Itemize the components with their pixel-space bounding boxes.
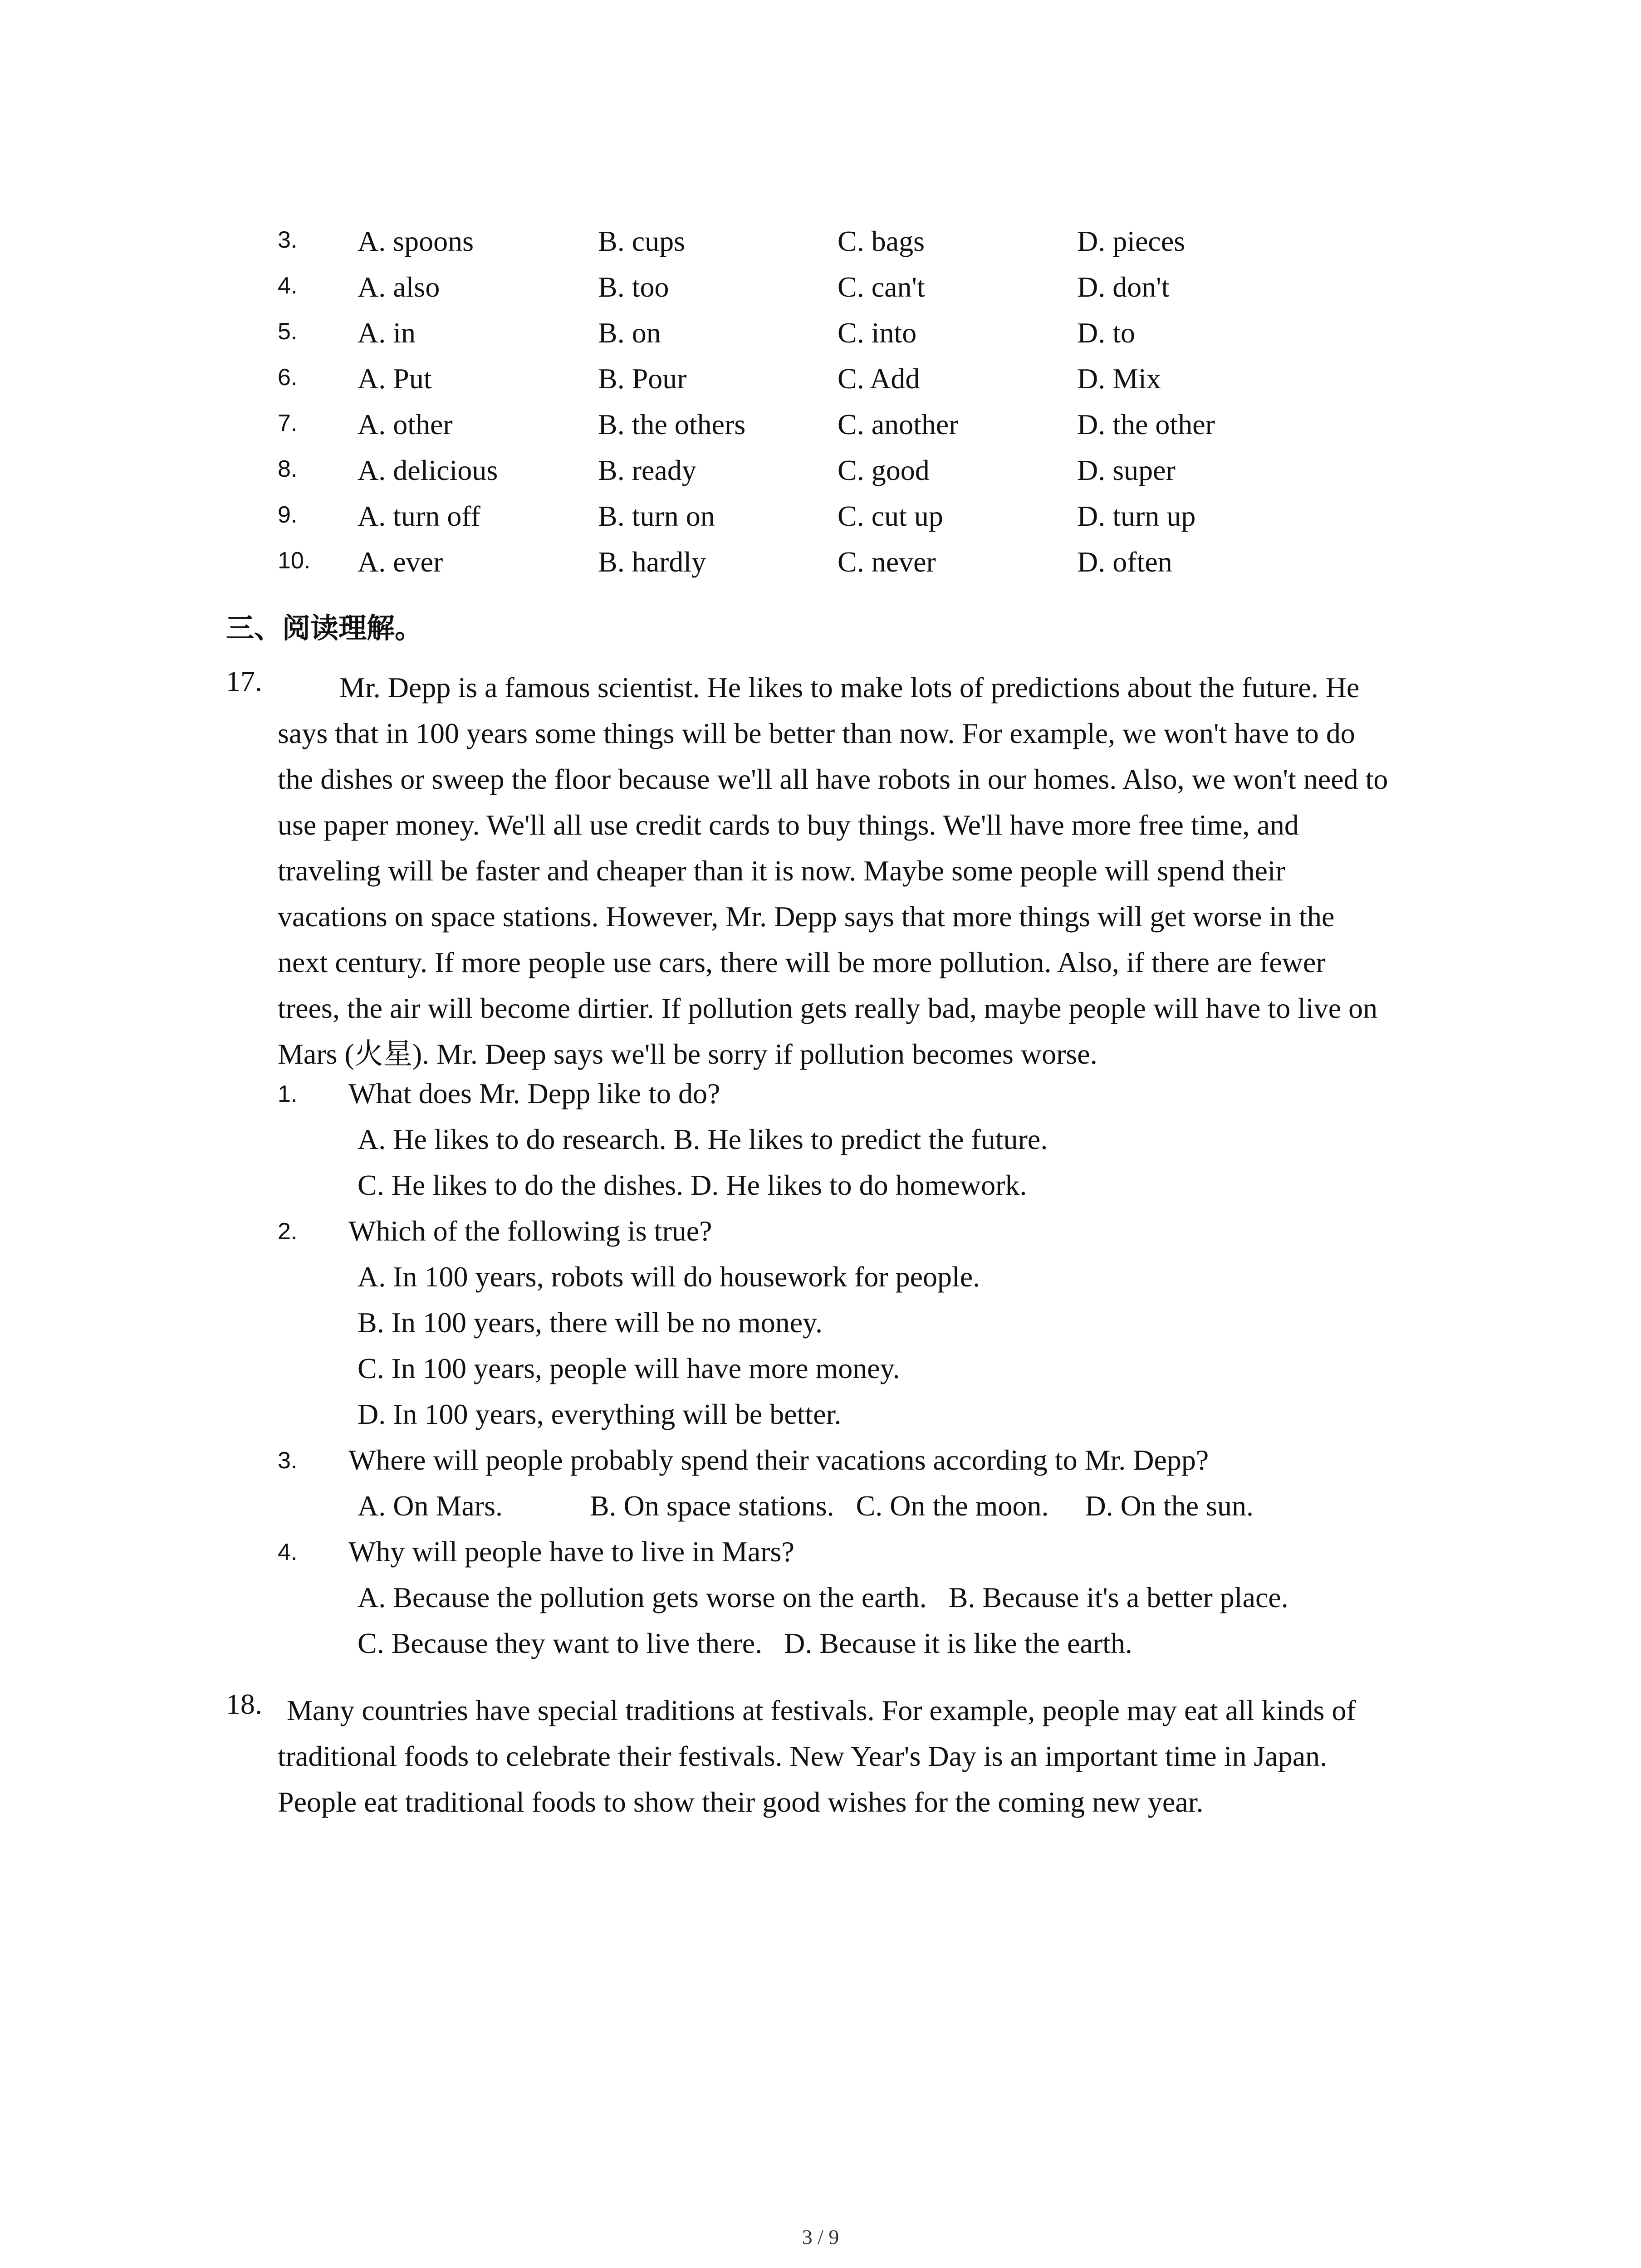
section-title: 三、阅读理解。 bbox=[226, 611, 423, 645]
passage-line: People eat traditional foods to show their good wishes for the coming new year. bbox=[278, 1786, 1204, 1818]
option-d: D. don't bbox=[1077, 271, 1170, 303]
option-c: C. cut up bbox=[838, 500, 943, 532]
option-row bbox=[0, 316, 1641, 362]
option-row bbox=[0, 454, 1641, 499]
sub-question-number: 4. bbox=[278, 1539, 298, 1565]
option-d: D. pieces bbox=[1077, 225, 1185, 257]
option-a: A. other bbox=[358, 408, 453, 440]
option-c: C. good bbox=[838, 454, 930, 486]
option-row bbox=[0, 362, 1641, 407]
passage-line: says that in 100 years some things will be better than now. For example, we won't have to do bbox=[278, 717, 1355, 749]
passage-line: Mr. Depp is a famous scientist. He likes to make lots of predictions about the future. He bbox=[339, 671, 1360, 704]
option-a: A. Put bbox=[358, 362, 432, 395]
answer-line: B. In 100 years, there will be no money. bbox=[358, 1306, 823, 1339]
question-number: 10. bbox=[278, 547, 311, 574]
answer-line: A. In 100 years, robots will do housework for people. bbox=[358, 1261, 980, 1293]
option-c: C. another bbox=[838, 408, 959, 440]
answer-line: C. In 100 years, people will have more money. bbox=[358, 1352, 900, 1384]
sub-question-stem: Which of the following is true? bbox=[348, 1215, 712, 1247]
passage-line: Many countries have special traditions at festivals. For example, people may eat all kinds of bbox=[287, 1694, 1356, 1726]
question-number: 9. bbox=[278, 502, 298, 528]
question-number: 6. bbox=[278, 364, 298, 391]
page-number: 3 / 9 bbox=[802, 2225, 839, 2248]
option-b: B. Pour bbox=[598, 362, 687, 395]
option-b: B. hardly bbox=[598, 546, 706, 578]
answer-line: D. In 100 years, everything will be better. bbox=[358, 1398, 842, 1430]
answer-line: A. Because the pollution gets worse on the earth. B. Because it's a better place. bbox=[358, 1581, 1288, 1613]
passage-line: the dishes or sweep the floor because we'll all have robots in our homes. Also, we won't need to bbox=[278, 763, 1388, 795]
question-number: 5. bbox=[278, 318, 298, 345]
option-c: C. can't bbox=[838, 271, 925, 303]
question-number: 4. bbox=[278, 273, 298, 299]
option-row bbox=[0, 225, 1641, 270]
answer-line: A. He likes to do research. B. He likes to predict the future. bbox=[358, 1123, 1048, 1155]
option-d: D. super bbox=[1077, 454, 1176, 486]
passage-line: Mars (火星). Mr. Deep says we'll be sorry if pollution becomes worse. bbox=[278, 1038, 1097, 1070]
option-b: B. turn on bbox=[598, 500, 715, 532]
option-a: A. delicious bbox=[358, 454, 498, 486]
option-d: D. the other bbox=[1077, 408, 1215, 440]
passage-18 bbox=[278, 1687, 1356, 1825]
option-row bbox=[0, 545, 1641, 591]
answer-line: C. Because they want to live there. D. Because it is like the earth. bbox=[358, 1627, 1132, 1659]
option-a: A. turn off bbox=[358, 500, 480, 532]
option-a: A. in bbox=[358, 317, 416, 349]
option-d: D. Mix bbox=[1077, 362, 1161, 395]
passage-17 bbox=[278, 665, 1388, 1077]
question-number: 8. bbox=[278, 456, 298, 482]
option-b: B. the others bbox=[598, 408, 746, 440]
sub-question-number: 2. bbox=[278, 1218, 298, 1245]
passage-line: use paper money. We'll all use credit cards to buy things. We'll have more free time, and bbox=[278, 809, 1299, 841]
option-row bbox=[0, 408, 1641, 453]
sub-question-number: 1. bbox=[278, 1081, 298, 1107]
option-d: D. to bbox=[1077, 317, 1135, 349]
passage-line: traveling will be faster and cheaper than it is now. Maybe some people will spend their bbox=[278, 855, 1285, 887]
sub-question-stem: Where will people probably spend their vacations according to Mr. Depp? bbox=[348, 1444, 1209, 1476]
option-b: B. cups bbox=[598, 225, 685, 257]
option-a: A. also bbox=[358, 271, 440, 303]
sub-question-number: 3. bbox=[278, 1447, 298, 1474]
option-b: B. ready bbox=[598, 454, 696, 486]
option-row bbox=[0, 499, 1641, 545]
sub-question-stem: Why will people have to live in Mars? bbox=[348, 1535, 794, 1568]
sub-question-stem: What does Mr. Depp like to do? bbox=[348, 1077, 720, 1110]
option-a: A. spoons bbox=[358, 225, 474, 257]
option-b: B. too bbox=[598, 271, 669, 303]
passage-line: next century. If more people use cars, there will be more pollution. Also, if there are fewer bbox=[278, 946, 1326, 978]
option-d: D. often bbox=[1077, 546, 1172, 578]
option-c: C. into bbox=[838, 317, 917, 349]
option-d: D. turn up bbox=[1077, 500, 1196, 532]
answer-line: C. He likes to do the dishes. D. He likes to do homework. bbox=[358, 1169, 1027, 1201]
option-a: A. ever bbox=[358, 546, 443, 578]
question-number: 18. bbox=[226, 1688, 262, 1720]
question-number: 17. bbox=[226, 665, 262, 697]
option-b: B. on bbox=[598, 317, 661, 349]
option-c: C. bags bbox=[838, 225, 925, 257]
passage-line: traditional foods to celebrate their festivals. New Year's Day is an important time in Japan. bbox=[278, 1740, 1327, 1772]
passage-line: vacations on space stations. However, Mr. Depp says that more things will get worse in the bbox=[278, 900, 1335, 933]
passage-line: trees, the air will become dirtier. If pollution gets really bad, maybe people will have to live on bbox=[278, 992, 1378, 1024]
option-row bbox=[0, 270, 1641, 316]
question-number: 7. bbox=[278, 410, 298, 436]
option-c: C. Add bbox=[838, 362, 920, 395]
question-number: 3. bbox=[278, 227, 298, 253]
option-c: C. never bbox=[838, 546, 936, 578]
answer-line: A. On Mars. B. On space stations. C. On the moon. D. On the sun. bbox=[358, 1490, 1254, 1522]
